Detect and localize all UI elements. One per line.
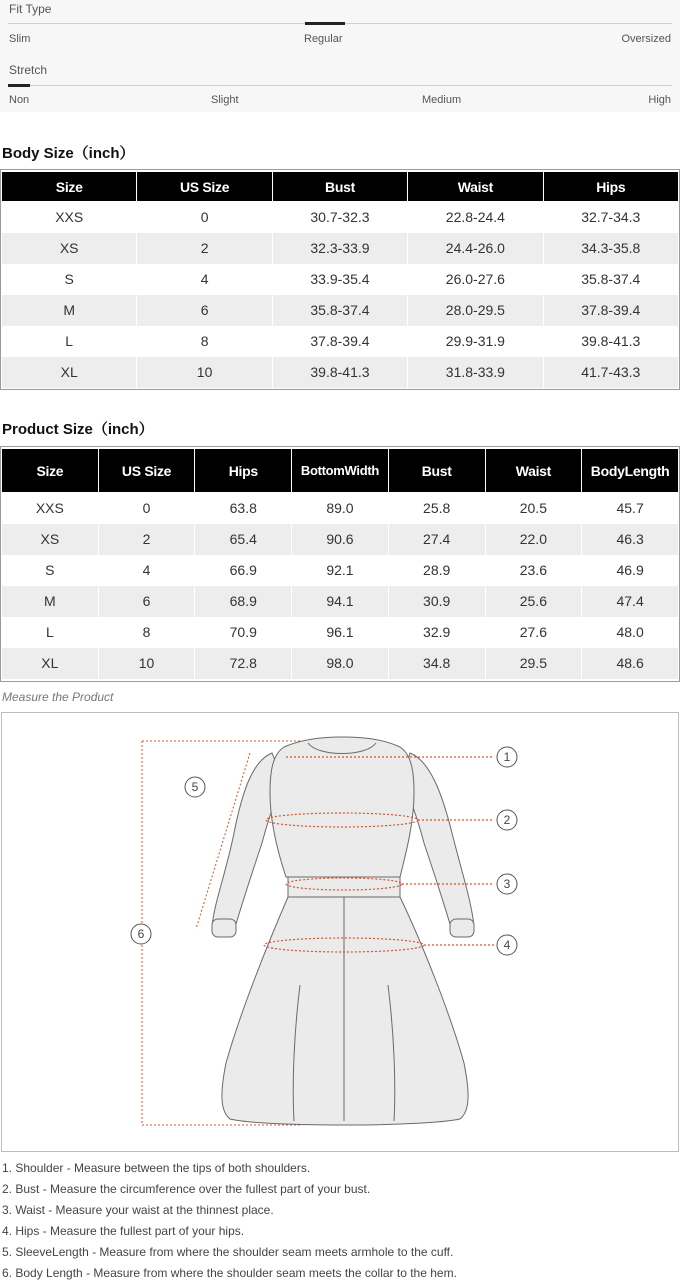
marker-5-label: 5 [191,780,199,794]
table-cell: 48.0 [582,617,679,648]
table-row [2,648,679,679]
table-cell: 22.8-24.4 [408,202,543,233]
stretch-scale [0,54,680,112]
table-row [2,524,679,555]
stretch-selected-marker [8,84,30,87]
table-cell: 25.6 [485,586,582,617]
table-row [2,264,679,295]
table-row [2,233,679,264]
table-cell: 29.9-31.9 [408,326,543,357]
table-row [2,357,679,388]
table-cell: 31.8-33.9 [408,357,543,388]
table-cell: 68.9 [195,586,292,617]
marker-4-label: 4 [503,938,511,952]
table-cell: L [2,617,99,648]
table-cell: 4 [137,264,272,295]
table-cell: 39.8-41.3 [272,357,407,388]
note-shoulder: 1. Shoulder - Measure between the tips of both shoulders. [2,1161,311,1175]
table-cell: 8 [137,326,272,357]
measure-caption: Measure the Product [2,690,114,704]
product-header-size: Size [2,449,99,493]
table-cell: 96.1 [292,617,389,648]
table-cell: 34.3-35.8 [543,233,678,264]
table-cell: 4 [98,555,195,586]
product-size-title: Product Size（inch） [2,421,154,438]
table-cell: 0 [137,202,272,233]
fit-type-title: Fit Type [9,2,52,16]
stretch-label-slight: Slight [211,94,239,106]
table-cell: XL [2,357,137,388]
table-row [2,202,679,233]
table-cell: 6 [98,586,195,617]
body-header-bust: Bust [272,172,407,202]
table-cell: 10 [98,648,195,679]
note-hips: 4. Hips - Measure the fullest part of your hips. [2,1224,245,1238]
table-row [2,555,679,586]
stretch-title: Stretch [9,63,48,77]
product-header-us-size: US Size [98,449,195,493]
product-header-hips: Hips [195,449,292,493]
fit-type-label-slim: Slim [9,33,31,45]
note-waist: 3. Waist - Measure your waist at the thinnest place. [2,1203,274,1217]
table-cell: 35.8-37.4 [543,264,678,295]
table-cell: 8 [98,617,195,648]
body-header-hips: Hips [543,172,678,202]
table-cell: 29.5 [485,648,582,679]
table-row [2,617,679,648]
fit-type-label-oversized: Oversized [621,33,671,45]
product-header-bust: Bust [388,449,485,493]
table-cell: 35.8-37.4 [272,295,407,326]
product-header-waist: Waist [485,449,582,493]
table-cell: 0 [98,493,195,524]
note-bust: 2. Bust - Measure the circumference over the fullest part of your bust. [2,1182,371,1196]
table-cell: 25.8 [388,493,485,524]
table-cell: 46.9 [582,555,679,586]
table-cell: 32.3-33.9 [272,233,407,264]
table-cell: S [2,264,137,295]
dress-illustration [2,713,678,1151]
table-cell: 65.4 [195,524,292,555]
table-row [2,586,679,617]
table-cell: 10 [137,357,272,388]
table-cell: 89.0 [292,493,389,524]
stretch-track [8,85,672,86]
marker-2-label: 2 [503,813,511,827]
fit-type-label-regular: Regular [304,33,343,45]
table-cell: M [2,295,137,326]
table-cell: 24.4-26.0 [408,233,543,264]
table-cell: 37.8-39.4 [543,295,678,326]
table-cell: 47.4 [582,586,679,617]
table-cell: 37.8-39.4 [272,326,407,357]
table-row [2,326,679,357]
table-cell: 27.6 [485,617,582,648]
measure-notes [2,1158,457,1284]
table-cell: 48.6 [582,648,679,679]
fit-type-scale [0,0,680,54]
marker-1-label: 1 [503,750,511,764]
table-cell: XXS [2,493,99,524]
table-row [2,493,679,524]
table-cell: 72.8 [195,648,292,679]
table-cell: 66.9 [195,555,292,586]
table-cell: 30.9 [388,586,485,617]
table-cell: 33.9-35.4 [272,264,407,295]
table-cell: 98.0 [292,648,389,679]
product-size-table [1,448,679,679]
table-cell: XS [2,233,137,264]
table-cell: 32.7-34.3 [543,202,678,233]
table-cell: 92.1 [292,555,389,586]
table-cell: 26.0-27.6 [408,264,543,295]
stretch-label-high: High [648,94,671,106]
table-cell: 6 [137,295,272,326]
dress-shape [212,737,474,1125]
table-cell: XXS [2,202,137,233]
marker-3-label: 3 [503,877,511,891]
body-header-waist: Waist [408,172,543,202]
table-cell: 28.0-29.5 [408,295,543,326]
note-sleeve-length: 5. SleeveLength - Measure from where the shoulder seam meets armhole to the cuff. [2,1245,454,1259]
fit-type-selected-marker [305,22,345,25]
table-cell: 20.5 [485,493,582,524]
stretch-label-medium: Medium [422,94,462,106]
table-cell: 45.7 [582,493,679,524]
table-cell: 46.3 [582,524,679,555]
table-cell: 34.8 [388,648,485,679]
table-cell: L [2,326,137,357]
table-cell: 63.8 [195,493,292,524]
table-row [2,295,679,326]
table-cell: 22.0 [485,524,582,555]
table-cell: 32.9 [388,617,485,648]
body-header-us-size: US Size [137,172,272,202]
table-cell: 2 [137,233,272,264]
table-cell: M [2,586,99,617]
table-cell: XS [2,524,99,555]
table-cell: 27.4 [388,524,485,555]
table-cell: 94.1 [292,586,389,617]
table-cell: XL [2,648,99,679]
table-cell: 70.9 [195,617,292,648]
marker-6-label: 6 [137,927,145,941]
product-header-body-length: BodyLength [582,449,679,493]
table-cell: 39.8-41.3 [543,326,678,357]
table-cell: 90.6 [292,524,389,555]
body-size-table [1,171,679,388]
product-header-bottom-width: BottomWidth [292,449,389,493]
body-header-size: Size [2,172,137,202]
table-cell: 30.7-32.3 [272,202,407,233]
measure-diagram [1,712,679,1152]
note-body-length: 6. Body Length - Measure from where the shoulder seam meets the collar to the hem. [2,1266,457,1280]
table-cell: 2 [98,524,195,555]
table-cell: 28.9 [388,555,485,586]
table-cell: 23.6 [485,555,582,586]
table-cell: 41.7-43.3 [543,357,678,388]
table-cell: S [2,555,99,586]
body-size-title: Body Size（inch） [2,145,135,162]
stretch-label-non: Non [9,94,30,106]
